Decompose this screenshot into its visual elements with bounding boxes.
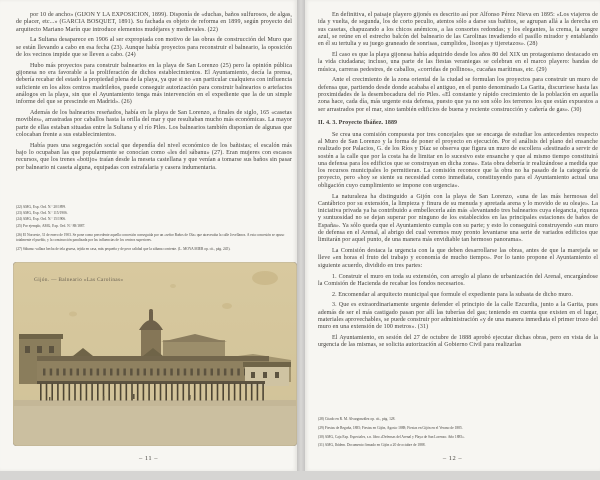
paragraph: Además de los balnearios reseñados, había en la playa de San Lorenzo, a finales de siglo, 165 «casetas movibles», arrastradas por caballos hasta la orilla del mar y que resultaban mucho más económicas. La mayor parte de ellas estaban situadas entre la Sultana y el río Piles. Los balnearios también disponían de algunas que colocaban frente a sus establecimientos. [16, 110, 292, 138]
paragraph: por 10 de ancho» (GIJON Y LA EXPOSICION, 1899). Disponía de «duchas, baños sulfurosos, de algas, de placer, etc...» (GARCIA BOSQUET, 1891). Su fachada es objeto de reforma en 1899, según proyecto del arquitecto Mariano Marín que introduce elementos mudéjares y medievales. (22) [16, 12, 292, 33]
right-page-text [318, 12, 598, 353]
page-left [0, 0, 297, 471]
footnote: (26) El Noroeste, 31 de enero de 1903. Se pone como precedente aquella concesión conseguida por un «señor Baños de Ola» que atravesaba la calle Jovellanos. A esta concesión se opuso totalmente el pueblo, y la construcción paralizada por las influencias de los centros superiores. [16, 232, 285, 242]
right-page-footnotes [318, 417, 598, 449]
footnote: (30) AMG, Caja Exp. Especiales, s.n. libro «Defensas del Arenal y Playa de San Lorenzo. Año 1885». [318, 435, 465, 439]
footnote: (28) Citado en R. M. Alvargonzález op. cit., pág. 128. [318, 417, 396, 421]
footnote: (24) AMG, Exp. Ord. N.º 15/1906. [16, 217, 67, 222]
agreement-item: 1. Construir el muro en toda su extensión, con arreglo al plano de urbanización del Arenal, encargándose la Comisión de Hacienda de recabar los fondos necesarios. [318, 273, 598, 287]
paragraph: La Sultana desaparece en 1906 al ser expropiada con motivo de las obras de construcción del Muro que se están llevando a cabo en esa fecha (23). Aunque había proyectos para reconstruir el balneario, la oposición de los vecinos impide que se lleven a cabo. (24) [16, 37, 292, 58]
page-number-right: – 12 – [442, 455, 463, 462]
footnote: (27) Sábanu: vallara hecha de tela gruesa, tejida en casa, más pequeña y de peor calidad que la sábana corriente. (L. MOYA MIER op. cit., pág. 245). [16, 246, 231, 251]
paragraph: Hubo más proyectos para construir balnearios en la playa de San Lorenzo (25) pero la opinión pública gijonesa no era favorable a la proliferación de dichos establecimientos. El Ayuntamiento, decía la prensa, debería recabar del estado la propiedad plena de la playa, ya que si no «un particular cualquiera con influencia suficiente en los altos centros madrileños, puede conseguir autorización para construir balnearios o artefactos análogos en la playa, sin que el Ayuntamiento tenga más intervención en el expediente que la de un simple informe del que se prescinde en Madrid». (26) [16, 62, 292, 106]
paragraph: Se crea una comisión compuesta por tres concejales que se encarga de estudiar los antecedentes respecto al Muro de San Lorenzo y la forma de poner el proyecto en ejecución. Por el análisis del plano del ensanche realizado por Palacios, G. de los Ríos y Díaz se observa que figura un muro de escollera «destinado a servir de sostén a la calle que por la costa ha de limitar en lo sucesivo este ensanche y que al mismo tiempo constituirá una defensa para los edificios que se construyan en dicha zona». Esta obra debería ir realizándose a medida que los recursos municipales lo permitieran. La comisión reconoce que la obra no ha pasado de la categoría de proyecto, pero «hoy se siente su necesidad como inmediata, constituyendo para el Ayuntamiento actual una obligación cuyo cumplimiento se impone con urgencia». [318, 131, 598, 189]
scan-backdrop [0, 471, 600, 480]
agreement-item: 3. Que es extraordinariamente urgente defender el principio de la calle Ezcurdia, junto a la Garita, pues además de ser el más castigado pasan por allí las tuberías del gas; teniendo en cuenta que existen en el lugar, materiales aprovechables, se puede construir por administración «y de una manera inmediata el primer trozo del muro en una extensión de 100 metros». (31) [318, 302, 598, 331]
paragraph: En definitiva, el paisaje playero gijonés es descrito así por Alfonso Pérez Nieva en 1895: «Los viajeros de ida y vuelta, de segunda, los de corto peculio, atentos sólo a darse sus bañitos, se agrupan allá a la derecha en sus casetas, chapuzando a los chicos anémicos, a las consortes redondas; y los elegantes, la crema, la sangre azul, se reúne en el estrecho balcón del balneario de las Carolinas invadiendo el pasillo mirador y entablando en él su tertulia y su juego graneado de sonrisas, cumplidos, lisonjas y tijeretazos». (28) [318, 12, 598, 48]
left-page-text [16, 12, 292, 175]
page-right [305, 0, 600, 471]
paragraph: La naturaleza ha distinguido a Gijón con la playa de San Lorenzo, «una de las más hermosas del Cantábrico por su extensión, la limpieza y finura de su menuda y apretada arena y lo movido de su oleaje». La iniciativa privada ya ha contribuido a embellecerla aún más «levantando tres balnearios cuya elegancia, riqueza y suntuosidad no se dejan superar por ninguno de los establecidos en las principales estaciones de baños de España». Ya sólo queda que el Ayuntamiento cumpla con su parte; y esto lo conseguirá construyendo «un muro de defensa en el Arenal, al abrigo del cual veremos muy pronto levantarse una serie de variados edificios que limitarán por aquel punto, de una manera más envidiable tan hermoso panorama». [318, 193, 598, 244]
paragraph: El caso es que la playa gijonesa había adquirido desde los años 80 del XIX un protagonismo destacado en la vida ciudadana; incluso, una parte de las fiestas veraniegas se celebran en el marco playero: bandas de música, carreras pedestres, de caballos, «corridas de pollinos», cucañas marítimas, etc. (29) [318, 51, 598, 73]
left-page-footnotes [16, 205, 292, 254]
page-number-left: – 11 – [138, 455, 158, 462]
footnote: (25) Por ejemplo, AMG, Exp. Ord. N.º 88/1887. [16, 223, 86, 228]
postcard-photo [13, 262, 297, 446]
agreement-item: 2. Encomendar al arquitecto municipal que formule el expediente para la subasta de dicho muro. [332, 291, 573, 298]
photo-shoreline [14, 400, 296, 406]
photo-beach [14, 400, 296, 445]
footnote: (23) AMG, Exp. Ord. N.º 115/1906. [16, 211, 68, 216]
section-heading: II. 4. 3. Proyecto Ibáñez. 1889 [318, 119, 398, 126]
paragraph: Ante el crecimiento de la zona oriental de la ciudad se formulan los proyectos para construir un muro de defensa que, partiendo desde donde acababa el antiguo, en el punto denominado La Garita, discurriese hasta las proximidades de la desembocadura del río Piles. «El constante y rápido crecimiento de la población en aquella zona hace, cada día, más urgente esta defensa, puesto que ya no son sólo los terrenos los que están expuestos a ser arrastrados por el mar, sino también edificios de buena y reciente construcción y cañería de gas». (30) [318, 77, 598, 113]
footnote: (22) AMG, Exp. Ord. N.º 20/1899. [16, 205, 67, 209]
photo-caption: Gijón. — Balneario «Las Carolinas» [34, 277, 124, 283]
footnote: (29) Fiestas de Begoña, 1885; Fiestas en Gijón, Agosto 1888; Fiestas en Gijón en el Verano de 1885. [318, 426, 463, 430]
page-gutter [297, 0, 305, 471]
footnote: (31) AMG, Ibídem. Documento firmado en Gijón a 20 de octubre de 1888. [318, 442, 426, 447]
paragraph: El Ayuntamiento, en sesión del 27 de octubre de 1888 aprobó ejecutar dichas obras, pero en vista de la urgencia de las mismas, se solicita autorización al Gobierno Civil para realizarlas [318, 335, 598, 349]
paragraph: La Comisión destaca la urgencia con la que deben desarrollarse las obras, antes de que la marejada se lleve «en horas el fruto del trabajo y economía de mucho tiempo». Por lo tanto propone el Ayuntamiento el siguiente acuerdo, dividido en tres partes: [318, 248, 598, 269]
paragraph: Había pues una segregación social que dependía del nivel económico de los bañistas; el escalón más bajo lo ocupaban las que popularmente se conocían como «les del sábanu» (27). Eran mujeres con escasos recursos, que los trenes «botijo» traían desde la meseta castellana y que venían a tomarse sus baños sin pasar por balneario ni caseta alguna, equipadas con estrafalaria y casera indumentaria. [16, 142, 292, 171]
